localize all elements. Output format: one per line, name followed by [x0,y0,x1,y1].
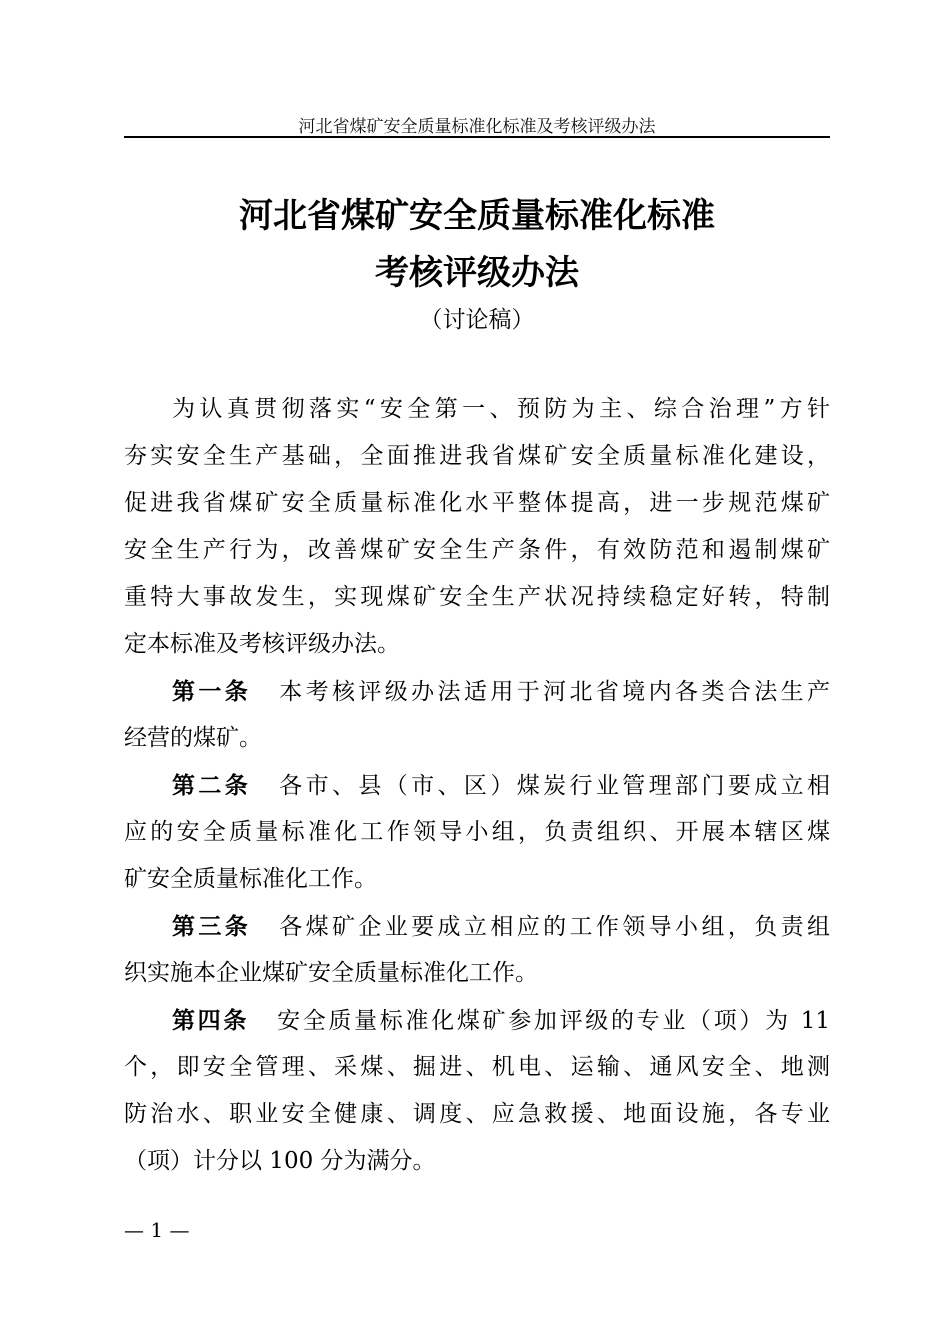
document-title-line-2: 考核评级办法 [375,253,579,293]
article-1-line: 经营的煤矿。 [124,725,262,751]
article-2-heading: 第二条 [172,772,252,799]
article-2-line: 矿安全质量标准化工作。 [124,866,377,892]
article-2-text: 各市、县（市、区）煤炭行业管理部门要成立相 [279,773,831,799]
preamble-line: 促进我省煤矿安全质量标准化水平整体提高，进一步规范煤矿 [124,490,830,516]
preamble-line: 夯实安全生产基础，全面推进我省煤矿安全质量标准化建设， [124,443,830,469]
preamble-line: 定本标准及考核评级办法。 [124,631,400,657]
article-4-heading: 第四条 [172,1007,250,1034]
article-3-line [124,903,830,950]
article-3-text: 各煤矿企业要成立相应的工作领导小组，负责组 [279,914,831,940]
preamble-line: 为认真贯彻落实“安全第一、预防为主、综合治理”方针 [172,396,830,422]
document-title-line-1: 河北省煤矿安全质量标准化标准 [239,196,715,236]
header-divider [124,136,830,138]
article-3-heading: 第三条 [172,913,252,940]
article-4-line: 个，即安全管理、采煤、掘进、机电、运输、通风安全、地测 [124,1054,830,1080]
article-1-heading: 第一条 [172,678,252,705]
article-2-line: 应的安全质量标准化工作领导小组，负责组织、开展本辖区煤 [124,819,830,845]
article-4-line: （项）计分以 100 分为满分。 [124,1148,436,1174]
preamble-line: 安全生产行为，改善煤矿安全生产条件，有效防范和遏制煤矿 [124,537,830,563]
article-4-line [124,997,830,1044]
body-text [124,386,830,1185]
running-header: 河北省煤矿安全质量标准化标准及考核评级办法 [298,117,656,137]
article-1-text: 本考核评级办法适用于河北省境内各类合法生产 [279,679,831,705]
article-1-line [124,668,830,715]
page-number: — 1 — [124,1218,190,1242]
article-4-line: 防治水、职业安全健康、调度、应急救援、地面设施，各专业 [124,1101,830,1127]
article-4-text: 安全质量标准化煤矿参加评级的专业（项）为 11 [277,1008,831,1034]
article-3-line: 织实施本企业煤矿安全质量标准化工作。 [124,960,538,986]
document-subtitle: （讨论稿） [419,307,535,333]
article-2-line [124,762,830,809]
preamble-line: 重特大事故发生，实现煤矿安全生产状况持续稳定好转，特制 [124,584,830,610]
